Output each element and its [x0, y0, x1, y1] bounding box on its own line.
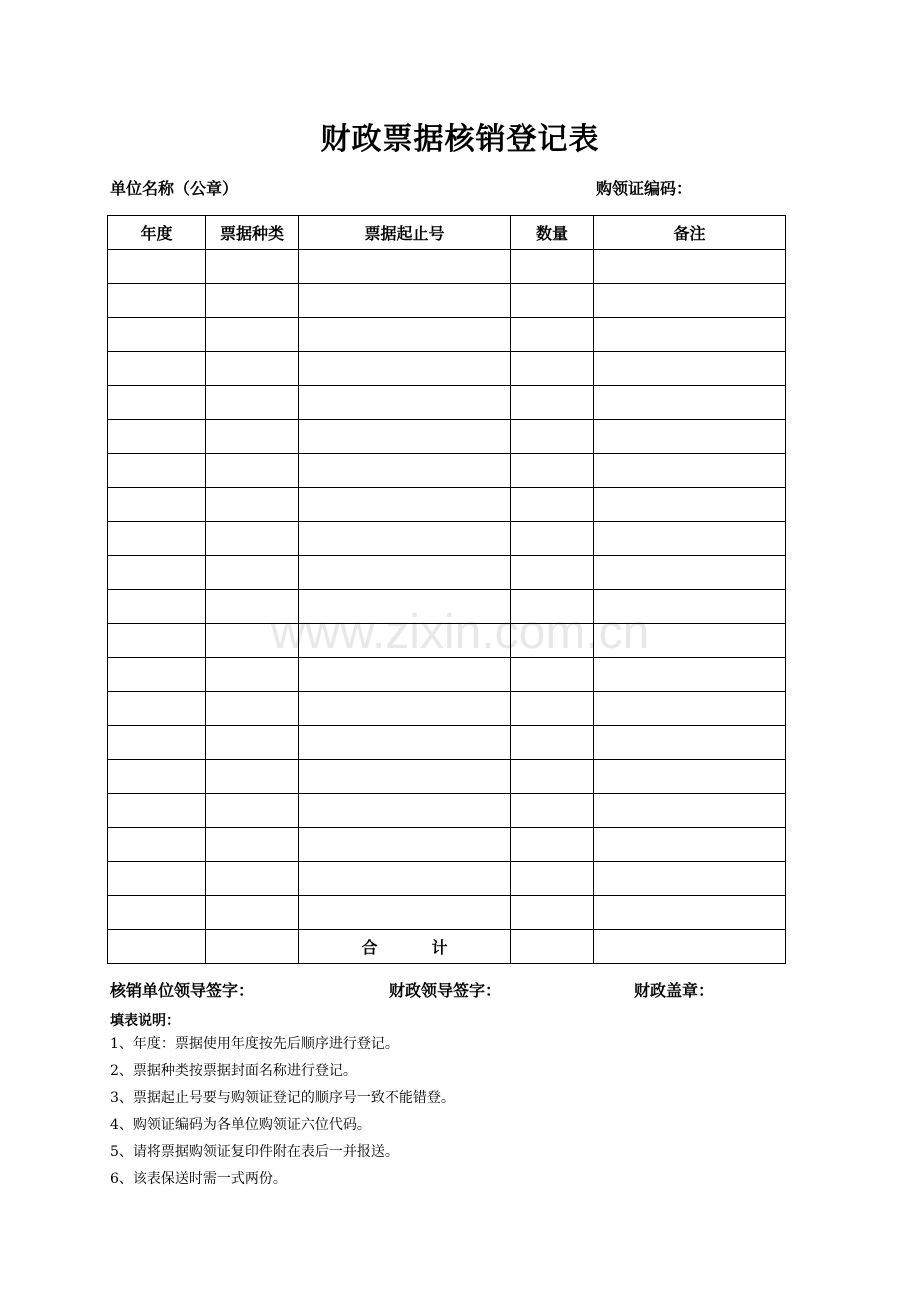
year-cell[interactable] [108, 352, 206, 386]
table-row [108, 590, 786, 624]
remarks-cell[interactable] [594, 454, 786, 488]
total-remarks-cell[interactable] [594, 930, 786, 964]
year-cell[interactable] [108, 862, 206, 896]
year-cell[interactable] [108, 454, 206, 488]
quantity-cell[interactable] [511, 488, 594, 522]
remarks-cell[interactable] [594, 624, 786, 658]
remarks-cell[interactable] [594, 420, 786, 454]
remarks-cell[interactable] [594, 284, 786, 318]
range-cell[interactable] [299, 420, 511, 454]
remarks-cell[interactable] [594, 352, 786, 386]
type-cell[interactable] [206, 862, 299, 896]
year-cell[interactable] [108, 386, 206, 420]
range-cell[interactable] [299, 386, 511, 420]
unit-leader-sign-label: 核销单位领导签字： [110, 981, 255, 1000]
quantity-cell[interactable] [511, 284, 594, 318]
remarks-cell[interactable] [594, 692, 786, 726]
quantity-cell[interactable] [511, 522, 594, 556]
type-cell[interactable] [206, 454, 299, 488]
range-cell[interactable] [299, 862, 511, 896]
table-row [108, 624, 786, 658]
notes-title: 填表说明： [110, 1013, 180, 1029]
table-row [108, 794, 786, 828]
quantity-cell[interactable] [511, 726, 594, 760]
total-type-cell[interactable] [206, 930, 299, 964]
table-row [108, 284, 786, 318]
table-row [108, 488, 786, 522]
type-cell[interactable] [206, 760, 299, 794]
table-row [108, 352, 786, 386]
table-header-row [108, 216, 786, 250]
total-row [108, 930, 786, 964]
type-cell[interactable] [206, 250, 299, 284]
register-table [107, 215, 786, 964]
year-cell[interactable] [108, 420, 206, 454]
remarks-cell[interactable] [594, 658, 786, 692]
note-item: 3、票据起止号要与购领证登记的顺序号一致不能错登。 [110, 1090, 455, 1106]
year-cell[interactable] [108, 556, 206, 590]
table-row [108, 760, 786, 794]
quantity-cell[interactable] [511, 352, 594, 386]
type-cell[interactable] [206, 692, 299, 726]
remarks-cell[interactable] [594, 590, 786, 624]
table-row [108, 658, 786, 692]
quantity-cell[interactable] [511, 624, 594, 658]
quantity-cell[interactable] [511, 862, 594, 896]
finance-leader-sign-label: 财政领导签字： [389, 981, 502, 1000]
range-cell[interactable] [299, 522, 511, 556]
col-header-range: 票据起止号 [299, 216, 511, 250]
form-title: 财政票据核销登记表 [320, 122, 600, 157]
range-cell[interactable] [299, 658, 511, 692]
type-cell[interactable] [206, 726, 299, 760]
total-year-cell[interactable] [108, 930, 206, 964]
total-label-part2: 计 [431, 938, 448, 957]
note-item: 6、该表保送时需一式两份。 [110, 1171, 287, 1187]
table-row [108, 522, 786, 556]
range-cell[interactable] [299, 284, 511, 318]
table-row [108, 726, 786, 760]
remarks-cell[interactable] [594, 896, 786, 930]
year-cell[interactable] [108, 760, 206, 794]
remarks-cell[interactable] [594, 386, 786, 420]
range-cell[interactable] [299, 692, 511, 726]
table-row [108, 386, 786, 420]
type-cell[interactable] [206, 352, 299, 386]
remarks-cell[interactable] [594, 318, 786, 352]
remarks-cell[interactable] [594, 760, 786, 794]
range-cell[interactable] [299, 828, 511, 862]
quantity-cell[interactable] [511, 658, 594, 692]
col-header-type: 票据种类 [206, 216, 299, 250]
type-cell[interactable] [206, 522, 299, 556]
table-row [108, 556, 786, 590]
watermark: www.zixin.com.cn [270, 606, 650, 659]
table-row [108, 862, 786, 896]
table-row [108, 896, 786, 930]
table-row [108, 420, 786, 454]
remarks-cell[interactable] [594, 794, 786, 828]
table-row [108, 318, 786, 352]
table-row [108, 692, 786, 726]
note-item: 1、年度：票据使用年度按先后顺序进行登记。 [110, 1036, 399, 1052]
quantity-cell[interactable] [511, 692, 594, 726]
range-cell[interactable] [299, 624, 511, 658]
range-cell[interactable] [299, 352, 511, 386]
year-cell[interactable] [108, 692, 206, 726]
note-item: 4、购领证编码为各单位购领证六位代码。 [110, 1117, 371, 1133]
quantity-cell[interactable] [511, 896, 594, 930]
range-cell[interactable] [299, 454, 511, 488]
type-cell[interactable] [206, 794, 299, 828]
range-cell[interactable] [299, 760, 511, 794]
unit-name-label: 单位名称（公章） [110, 179, 239, 198]
year-cell[interactable] [108, 250, 206, 284]
range-cell[interactable] [299, 250, 511, 284]
range-cell[interactable] [299, 590, 511, 624]
range-cell[interactable] [299, 726, 511, 760]
year-cell[interactable] [108, 318, 206, 352]
type-cell[interactable] [206, 624, 299, 658]
quantity-cell[interactable] [511, 794, 594, 828]
total-label [299, 930, 511, 964]
quantity-cell[interactable] [511, 556, 594, 590]
remarks-cell[interactable] [594, 556, 786, 590]
type-cell[interactable] [206, 590, 299, 624]
remarks-cell[interactable] [594, 726, 786, 760]
table-row [108, 828, 786, 862]
type-cell[interactable] [206, 420, 299, 454]
range-cell[interactable] [299, 794, 511, 828]
type-cell[interactable] [206, 386, 299, 420]
col-header-remarks: 备注 [594, 216, 786, 250]
year-cell[interactable] [108, 726, 206, 760]
notes-list [110, 1034, 455, 1196]
note-item: 5、请将票据购领证复印件附在表后一并报送。 [110, 1144, 399, 1160]
table-body [108, 250, 786, 930]
quantity-cell[interactable] [511, 250, 594, 284]
year-cell[interactable] [108, 522, 206, 556]
type-cell[interactable] [206, 828, 299, 862]
type-cell[interactable] [206, 658, 299, 692]
year-cell[interactable] [108, 624, 206, 658]
total-quantity-cell[interactable] [511, 930, 594, 964]
finance-seal-label: 财政盖章： [634, 981, 715, 1000]
year-cell[interactable] [108, 590, 206, 624]
quantity-cell[interactable] [511, 828, 594, 862]
range-cell[interactable] [299, 556, 511, 590]
remarks-cell[interactable] [594, 828, 786, 862]
range-cell[interactable] [299, 488, 511, 522]
remarks-cell[interactable] [594, 522, 786, 556]
table-row [108, 250, 786, 284]
type-cell[interactable] [206, 896, 299, 930]
remarks-cell[interactable] [594, 488, 786, 522]
cert-code-label: 购领证编码： [596, 179, 693, 198]
quantity-cell[interactable] [511, 420, 594, 454]
quantity-cell[interactable] [511, 760, 594, 794]
col-header-year: 年度 [108, 216, 206, 250]
quantity-cell[interactable] [511, 590, 594, 624]
year-cell[interactable] [108, 488, 206, 522]
type-cell[interactable] [206, 556, 299, 590]
total-label-part1: 合 [361, 938, 378, 957]
year-cell[interactable] [108, 284, 206, 318]
col-header-quantity: 数量 [511, 216, 594, 250]
type-cell[interactable] [206, 488, 299, 522]
year-cell[interactable] [108, 658, 206, 692]
quantity-cell[interactable] [511, 454, 594, 488]
range-cell[interactable] [299, 896, 511, 930]
type-cell[interactable] [206, 318, 299, 352]
remarks-cell[interactable] [594, 862, 786, 896]
range-cell[interactable] [299, 318, 511, 352]
year-cell[interactable] [108, 896, 206, 930]
table-row [108, 454, 786, 488]
quantity-cell[interactable] [511, 318, 594, 352]
year-cell[interactable] [108, 794, 206, 828]
remarks-cell[interactable] [594, 250, 786, 284]
note-item: 2、票据种类按票据封面名称进行登记。 [110, 1063, 357, 1079]
type-cell[interactable] [206, 284, 299, 318]
quantity-cell[interactable] [511, 386, 594, 420]
year-cell[interactable] [108, 828, 206, 862]
